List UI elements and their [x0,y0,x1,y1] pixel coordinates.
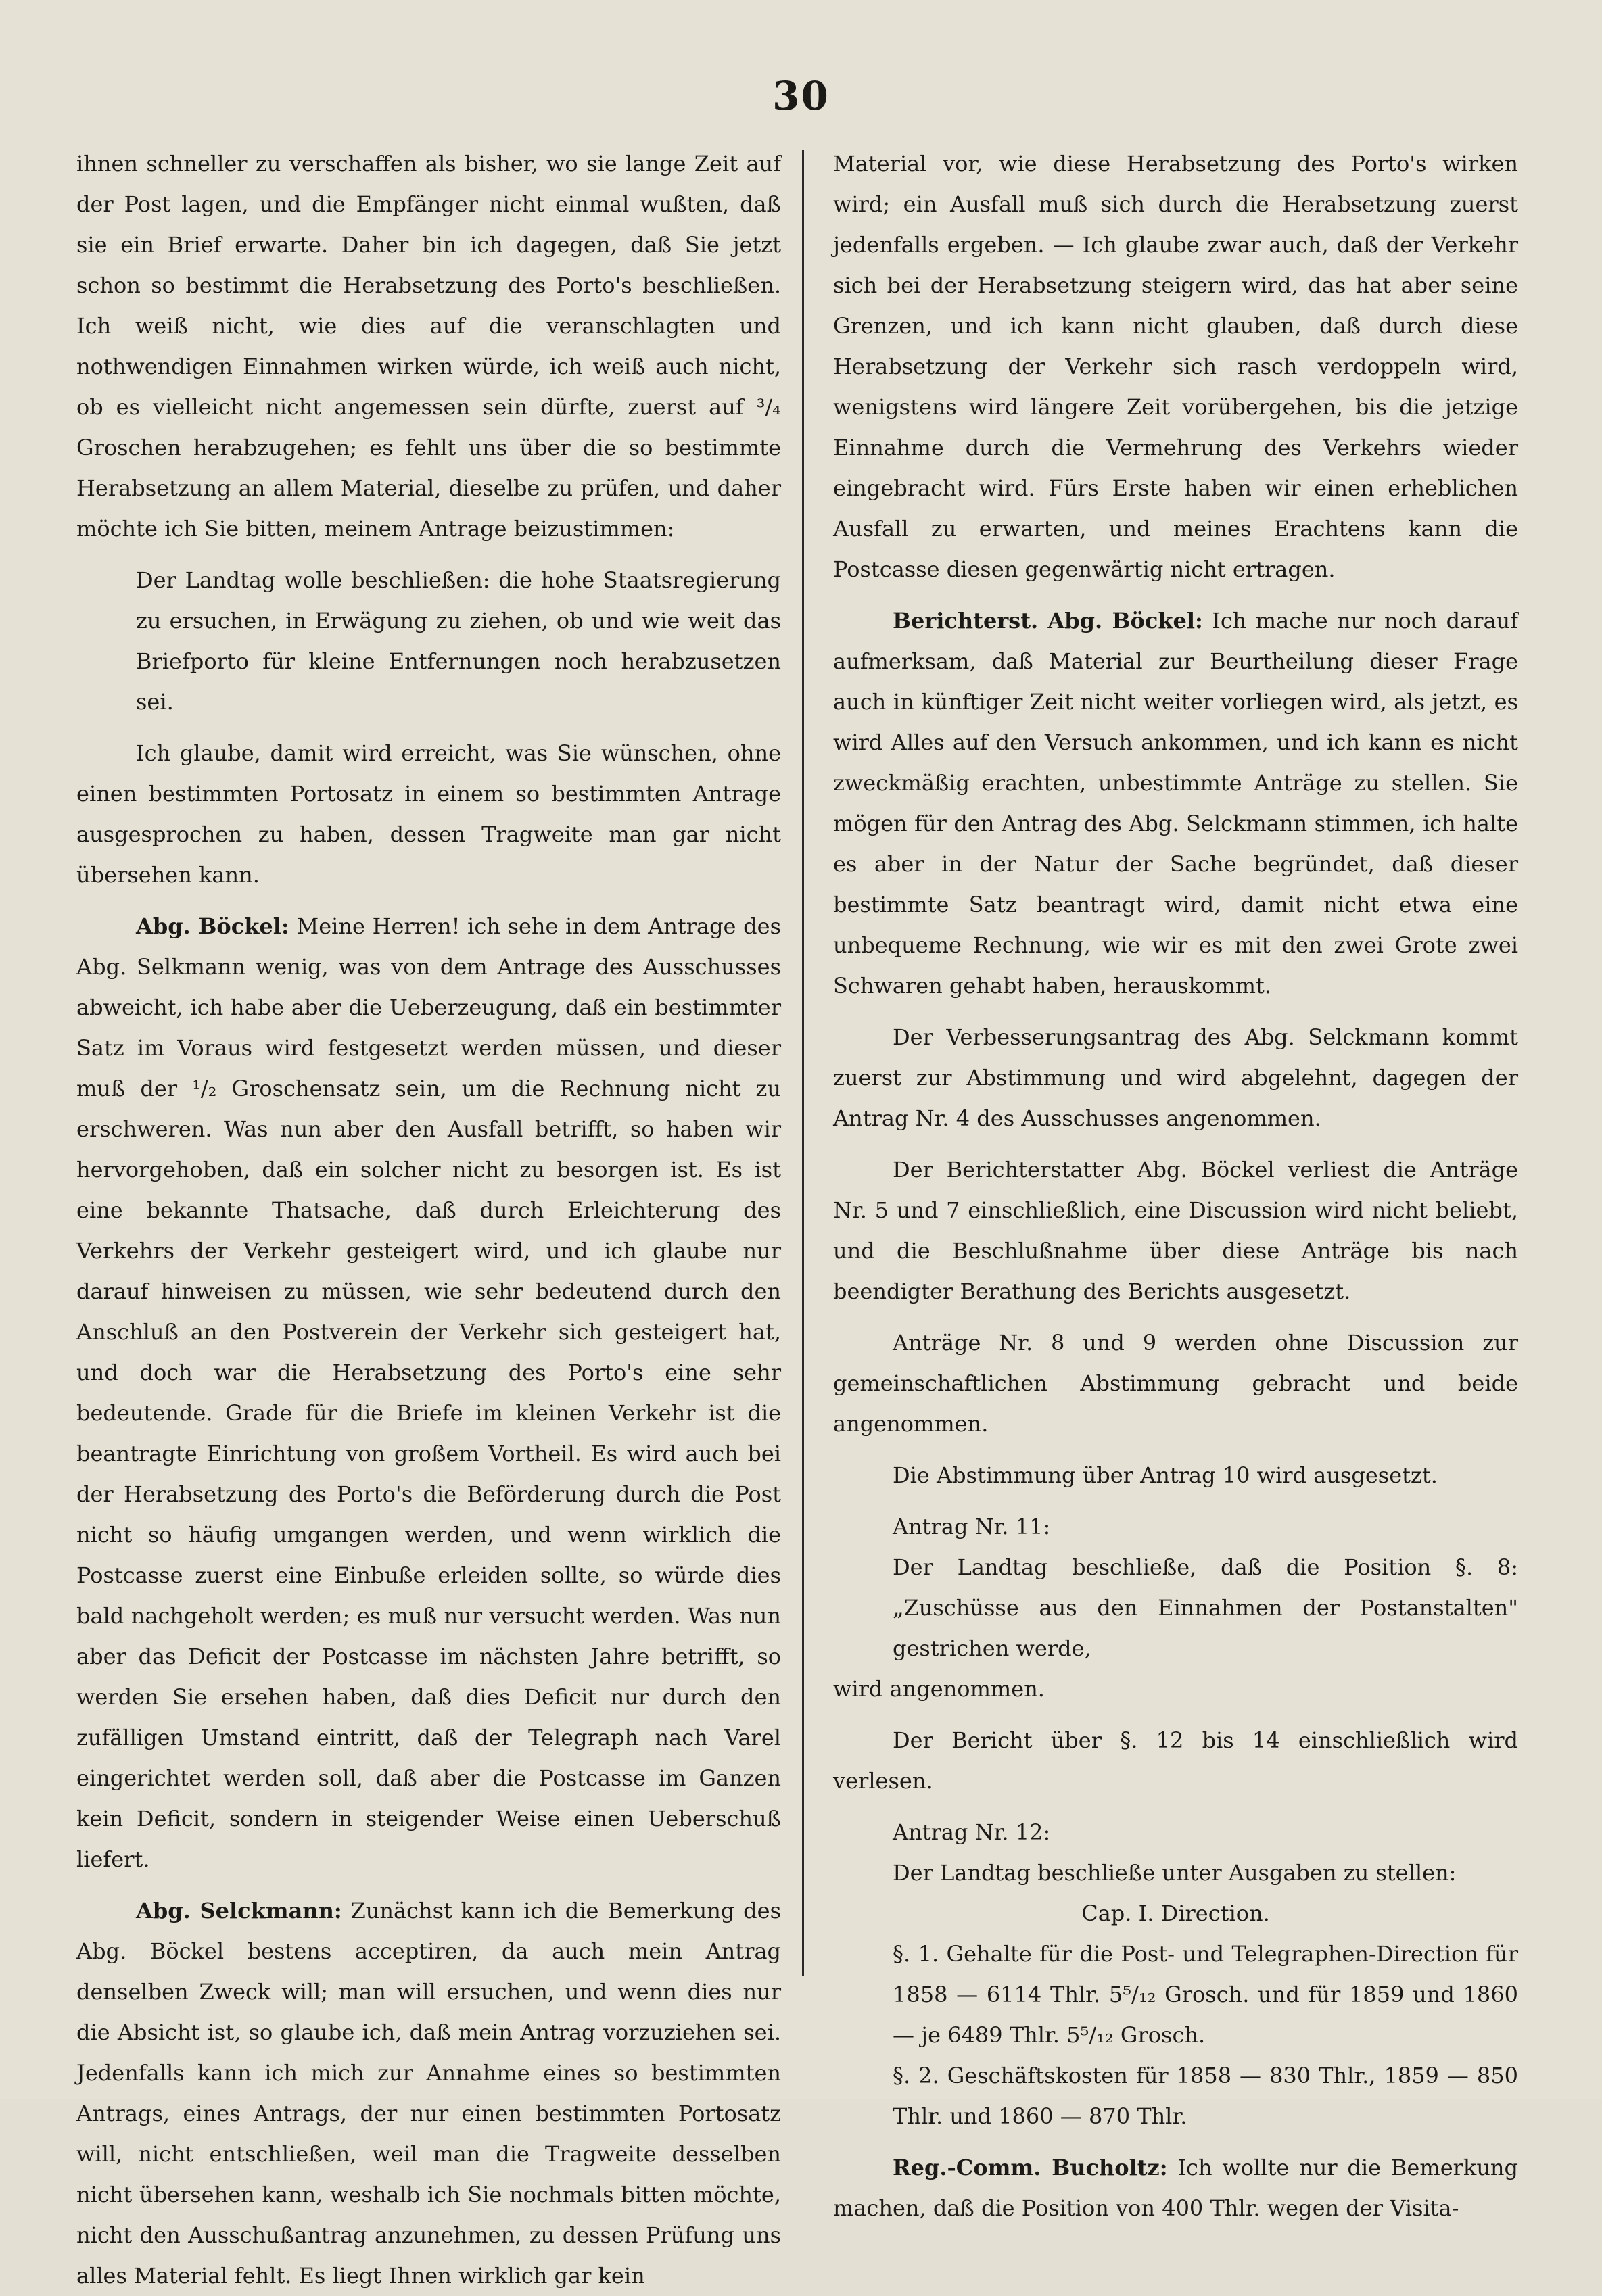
right-column [833,143,1518,2228]
paragraph: Material vor, wie diese Herabsetzung des Porto's wirken wird; ein Ausfall muß sich durch die Herabsetzung zuerst jedenfalls ergeben. — Ich glaube zwar auch, daß der Verkehr sich bei der Herabsetzung steigern wird, das hat aber seine Grenzen, und ich kann nicht glauben, daß durch diese Herabsetzung der Verkehr sich rasch verdoppeln wird, wenigstens wird längere Zeit vorübergehen, bis die jetzige Einnahme durch die Vermehrung des Verkehrs wieder eingebracht wird. Fürs Erste haben wir einen erheblichen Ausfall zu erwarten, und meines Erachtens kann die Postcasse diesen gegenwärtig nicht ertragen. [833,151,1518,582]
paragraph: Der Verbesserungsantrag des Abg. Selckmann kommt zuerst zur Abstimmung und wird abgelehnt, dagegen der Antrag Nr. 4 des Ausschusses angenommen. [833,1024,1518,1131]
paragraph: wird angenommen. [833,1676,1045,1702]
paragraph: Die Abstimmung über Antrag 10 wird ausgesetzt. [893,1462,1438,1488]
speech-text: Meine Herren! ich sehe in dem Antrage des Abg. Selkmann wenig, was von dem Antrage des Ausschusses abweicht, ich habe aber die Ueberzeugung, daß ein bestimmter Satz im Voraus wird festgesetzt werden müssen, und dieser muß der ¹/₂ Groschensatz sein, um die Rechnung nicht zu erschweren. Was nun aber den Ausfall betrifft, so haben wir hervorgehoben, daß ein solcher nicht zu besorgen ist. Es ist eine bekannte Thatsache, daß durch Erleichterung des Verkehrs der Verkehr gesteigert wird, und ich glaube nur darauf hinweisen zu müssen, wie sehr bedeutend durch den Anschluß an den Postverein der Verkehr sich gesteigert hat, und doch war die Herabsetzung des Porto's eine sehr bedeutende. Grade für die Briefe im kleinen Verkehr ist die beantragte Einrichtung von großem Vortheil. Es wird auch bei der Herabsetzung des Porto's die Beförderung durch die Post nicht so häufig umgangen werden, und wenn wirklich die Postcasse zuerst eine Einbuße erleiden sollte, so würde dies bald nachgeholt werden; es muß nur versucht werden. Was nun aber das Deficit der Postcasse im nächsten Jahre betrifft, so werden Sie ersehen haben, daß dies Deficit nur durch den zufälligen Umstand eintritt, daß der Telegraph nach Varel eingerichtet werden soll, daß aber die Postcasse im Ganzen kein Deficit, sondern in steigender Weise einen Ueberschuß liefert. [76,913,782,1872]
paragraph: Ich glaube, damit wird erreicht, was Sie wünschen, ohne einen bestimmten Portosatz in einem so bestimmten Antrage ausgesprochen zu haben, dessen Tragweite man gar nicht übersehen kann. [76,740,781,888]
speech-text: Ich mache nur noch darauf aufmerksam, daß Material zur Beurtheilung dieser Frage auch in künftiger Zeit nicht weiter vorliegen wird, als jetzt, es wird Alles auf den Versuch ankommen, und ich kann es nicht zweckmäßig erachten, unbestimmte Anträge zu stellen. Sie mögen für den Antrag des Abg. Selckmann stimmen, ich halte es aber in der Natur der Sache begründet, daß dieser bestimmte Satz beantragt wird, damit nicht etwa eine unbequeme Rechnung, wie wir es mit den zwei Grote zwei Schwaren gehabt haben, herauskommt. [833,608,1519,999]
motion-quote: Der Landtag wolle beschließen: die hohe Staatsregierung zu ersuchen, in Erwägung zu ziehen, ob und wie weit das Briefporto für kleine Entfernungen noch herabzusetzen sei. [136,567,781,715]
speech-paragraph [76,906,781,1880]
speech-paragraph [833,2147,1518,2228]
page-number: 30 [772,73,830,119]
chapter-heading: Cap. I. Direction. [1081,1900,1270,1926]
paragraph: Anträge Nr. 8 und 9 werden ohne Discussion zur gemeinschaftlichen Abstimmung gebracht und beide angenommen. [833,1330,1518,1437]
paragraph: ihnen schneller zu verschaffen als bisher, wo sie lange Zeit auf der Post lagen, und die Empfänger nicht einmal wußten, daß sie ein Brief erwarte. Daher bin ich dagegen, daß Sie jetzt schon so bestimmt die Herabsetzung des Porto's beschließen. Ich weiß nicht, wie dies auf die veranschlagten und nothwendigen Einnahmen wirken würde, ich weiß auch nicht, ob es vielleicht nicht angemessen sein dürfte, zuerst auf ³/₄ Groschen herabzugehen; es fehlt uns über die so bestimmte Herabsetzung an allem Material, dieselbe zu prüfen, und daher möchte ich Sie bitten, meinem Antrage beizustimmen: [76,151,781,542]
speech-text: Zunächst kann ich die Bemerkung des Abg. Böckel bestens acceptiren, da auch mein Antrag denselben Zweck will; man will ersuchen, und wenn dies nur die Absicht ist, so glaube ich, daß mein Antrag vorzuziehen sei. Jedenfalls kann ich mich zur Annahme eines so bestimmten Antrags, eines Antrags, der nur einen bestimmten Portosatz will, nicht entschließen, weil man die Tragweite desselben nicht übersehen kann, weshalb ich Sie nochmals bitten möchte, nicht den Ausschußantrag anzunehmen, zu dessen Prüfung uns alles Material fehlt. Es liegt Ihnen wirklich gar kein [76,1898,782,2289]
budget-item: §. 1. Gehalte für die Post- und Telegraphen-Direction für 1858 — 6114 Thlr. 5⁵/₁₂ Grosch. und für 1859 und 1860 — je 6489 Thlr. 5⁵/₁₂ Grosch. [893,1941,1518,2048]
paragraph: Der Bericht über §. 12 bis 14 einschließlich wird verlesen. [833,1727,1518,1794]
speaker-name: Abg. Selckmann: [136,1898,342,1923]
speech-paragraph [833,600,1518,1006]
motion-label: Antrag Nr. 11: [893,1514,1051,1539]
speech-text: Ich wollte nur die Bemerkung machen, daß die Position von 400 Thlr. wegen der Visita- [833,2155,1519,2221]
budget-item: §. 2. Geschäftskosten für 1858 — 830 Thlr., 1859 — 850 Thlr. und 1860 — 870 Thlr. [893,2063,1518,2129]
motion-label: Antrag Nr. 12: [893,1819,1051,1845]
paragraph: Der Berichterstatter Abg. Böckel verliest die Anträge Nr. 5 und 7 einschließlich, eine Discussion wird nicht beliebt, und die Beschlußnahme über diese Anträge bis nach beendigter Berathung des Berichts ausgesetzt. [833,1157,1518,1304]
column-divider [802,150,804,1976]
motion-quote: Der Landtag beschließe, daß die Position §. 8: „Zuschüsse aus den Einnahmen der Postanstalten" gestrichen werde, [893,1554,1518,1661]
motion-quote: Der Landtag beschließe unter Ausgaben zu stellen: [893,1860,1457,1886]
speaker-name: Reg.-Comm. Bucholtz: [893,2155,1168,2180]
left-column [76,143,781,2296]
speech-paragraph [76,1890,781,2296]
speaker-name: Abg. Böckel: [136,913,289,939]
speaker-name: Berichterst. Abg. Böckel: [893,608,1203,633]
